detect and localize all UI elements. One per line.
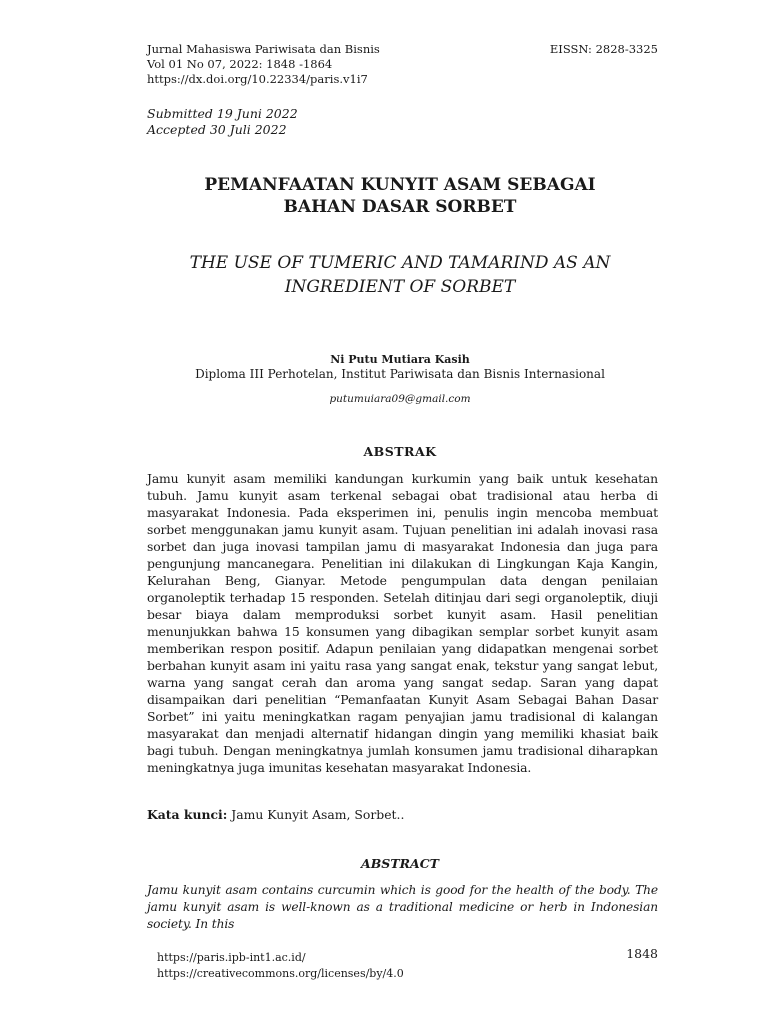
- author-name: Ni Putu Mutiara Kasih: [330, 353, 470, 366]
- journal-site-link[interactable]: https://paris.ipb-int1.ac.id/: [157, 951, 306, 964]
- author-email[interactable]: putumuiara09@gmail.com: [329, 393, 471, 405]
- footer-links: [157, 950, 404, 982]
- abstrak-body: Jamu kunyit asam memiliki kandungan kurkumin yang baik untuk kesehatan tubuh. Jamu kunyit asam terkenal sebagai obat tradisional atau herba di masyarakat Indonesia. Pada eksperimen ini, penulis ingin mencoba membuat sorbet menggunakan jamu kunyit asam. Tujuan penelitian ini adalah inovasi rasa sorbet dan juga inovasi tampilan jamu di masyarakat Indonesia dan juga para pengunjung mancanegara. Penelitian ini dilakukan di Lingkungan Kaja Kangin, Kelurahan Beng, Gianyar. Metode pengumpulan data dengan penilaian organoleptik terhadap 15 responden. Setelah ditinjau dari segi organoleptik, diuji besar biaya dalam memproduksi sorbet kunyit asam. Hasil penelitian menunjukkan bahwa 15 konsumen yang dibagikan semplar sorbet kunyit asam memberikan respon positif. Adapun penilaian yang didapatkan mengenai sorbet berbahan kunyit asam ini yaitu rasa yang sangat enak, tekstur yang sangat lebut, warna yang sangat cerah dan aroma yang sangat sedap. Saran yang dapat disampaikan dari penelitian “Pemanfaatan Kunyit Asam Sebagai Bahan Dasar Sorbet” ini yaitu meningkatkan ragam penyajian jamu tradisional di kalangan masyarakat dan menjadi alternatif hidangan dingin yang memiliki khasiat baik bagi tubuh. Dengan meningkatnya jumlah konsumen jamu tradisional diharapkan meningkatnya juga imunitas kesehatan masyarakat Indonesia.: [147, 471, 658, 775]
- license-link[interactable]: https://creativecommons.org/licenses/by/4.0: [157, 967, 404, 980]
- author-affiliation: Diploma III Perhotelan, Institut Pariwisata dan Bisnis Internasional: [195, 367, 605, 381]
- abstract-heading: ABSTRACT: [361, 856, 439, 871]
- submission-dates: [147, 106, 298, 138]
- journal-volume: Vol 01 No 07, 2022: 1848 -1864: [147, 57, 333, 71]
- keywords-value: Jamu Kunyit Asam, Sorbet..: [227, 807, 405, 822]
- title-en-line1: THE USE OF TUMERIC AND TAMARIND AS AN: [189, 253, 611, 273]
- title-id-line1: PEMANFAATAN KUNYIT ASAM SEBAGAI: [204, 175, 596, 195]
- journal-doi-link[interactable]: https://dx.doi.org/10.22334/paris.v1i7: [147, 72, 368, 86]
- title-id-line2: BAHAN DASAR SORBET: [283, 197, 517, 217]
- abstrak-heading: ABSTRAK: [363, 444, 437, 459]
- paper-title-english: [120, 251, 680, 299]
- journal-header: [147, 42, 380, 87]
- submitted-date: Submitted 19 Juni 2022: [147, 106, 298, 121]
- accepted-date: Accepted 30 Juli 2022: [147, 122, 287, 137]
- journal-name: Jurnal Mahasiswa Pariwisata dan Bisnis: [147, 42, 380, 56]
- journal-eissn: EISSN: 2828-3325: [549, 42, 658, 56]
- page-number: 1848: [626, 946, 658, 961]
- abstract-body: Jamu kunyit asam contains curcumin which is good for the health of the body. The jamu kunyit asam is well-known as a traditional medicine or herb in Indonesian society. In this: [147, 883, 658, 931]
- keywords-label: Kata kunci:: [147, 807, 228, 822]
- paper-title-indonesian: [120, 174, 680, 218]
- title-en-line2: INGREDIENT OF SORBET: [284, 277, 516, 297]
- keywords: [147, 806, 658, 823]
